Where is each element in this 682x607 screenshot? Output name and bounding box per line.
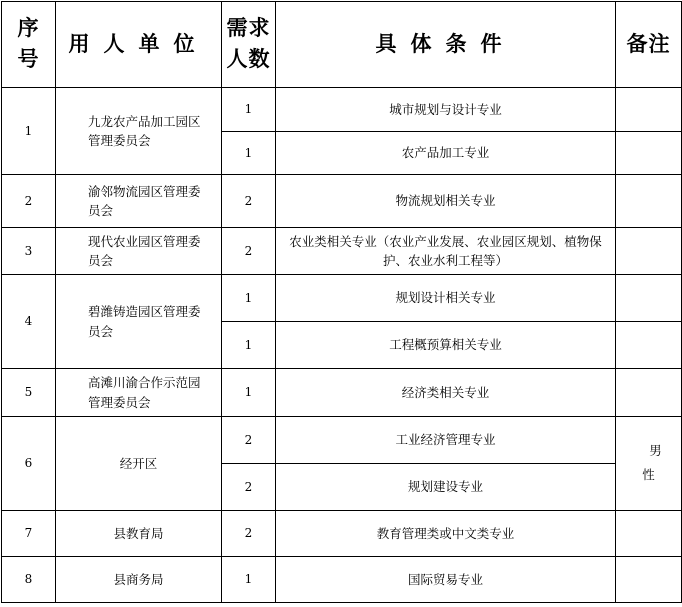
- table-row: [2, 417, 682, 464]
- remark-line: 男: [649, 443, 662, 458]
- condition-cell: 物流规划相关专业: [276, 175, 616, 228]
- unit-cell: 九龙农产品加工园区管理委员会: [56, 88, 222, 175]
- remark-cell: [616, 175, 682, 228]
- table-row: [2, 275, 682, 322]
- count-cell: 2: [222, 175, 276, 228]
- unit-cell: 现代农业园区管理委员会: [56, 228, 222, 275]
- condition-cell: 规划设计相关专业: [276, 275, 616, 322]
- seq-cell: 7: [2, 511, 56, 557]
- header-seq: 序 号: [2, 2, 56, 88]
- table-row: [2, 557, 682, 603]
- count-cell: 1: [222, 88, 276, 132]
- condition-cell: 国际贸易专业: [276, 557, 616, 603]
- remark-cell: [616, 228, 682, 275]
- condition-cell: 规划建设专业: [276, 464, 616, 511]
- unit-cell: 渝邻物流园区管理委员会: [56, 175, 222, 228]
- condition-cell: 工程概预算相关专业: [276, 322, 616, 369]
- remark-line: 性: [642, 466, 655, 482]
- table-row: [2, 369, 682, 417]
- seq-cell: 5: [2, 369, 56, 417]
- condition-cell: 农产品加工专业: [276, 132, 616, 175]
- seq-cell: 6: [2, 417, 56, 511]
- unit-cell: 高滩川渝合作示范园管理委员会: [56, 369, 222, 417]
- remark-cell: [616, 275, 682, 322]
- table-row: [2, 511, 682, 557]
- seq-cell: 2: [2, 175, 56, 228]
- unit-cell: 县商务局: [56, 557, 222, 603]
- header-conditions: 具体条件: [276, 2, 616, 88]
- table-row: [2, 228, 682, 275]
- seq-cell: 1: [2, 88, 56, 175]
- count-cell: 1: [222, 132, 276, 175]
- header-unit: 用人单位: [56, 2, 222, 88]
- remark-cell: [616, 88, 682, 132]
- recruitment-table: [1, 1, 682, 603]
- count-cell: 2: [222, 464, 276, 511]
- count-cell: 2: [222, 511, 276, 557]
- seq-cell: 4: [2, 275, 56, 369]
- unit-cell: 县教育局: [56, 511, 222, 557]
- condition-cell: 城市规划与设计专业: [276, 88, 616, 132]
- table-row: [2, 175, 682, 228]
- count-cell: 1: [222, 557, 276, 603]
- condition-cell: 教育管理类或中文类专业: [276, 511, 616, 557]
- count-cell: 2: [222, 417, 276, 464]
- remark-cell: [616, 322, 682, 369]
- count-cell: 2: [222, 228, 276, 275]
- count-cell: 1: [222, 322, 276, 369]
- remark-cell: [616, 557, 682, 603]
- unit-cell: 经开区: [56, 417, 222, 511]
- condition-cell: 农业类相关专业（农业产业发展、农业园区规划、植物保护、农业水利工程等）: [276, 228, 616, 275]
- header-remarks: 备注: [616, 2, 682, 88]
- remark-cell-gender: [616, 417, 682, 511]
- condition-cell: 经济类相关专业: [276, 369, 616, 417]
- count-cell: 1: [222, 369, 276, 417]
- header-count: 需求 人数: [222, 2, 276, 88]
- seq-cell: 8: [2, 557, 56, 603]
- remark-cell: [616, 511, 682, 557]
- seq-cell: 3: [2, 228, 56, 275]
- table-row: [2, 88, 682, 132]
- condition-cell: 工业经济管理专业: [276, 417, 616, 464]
- unit-cell: 碧潍铸造园区管理委员会: [56, 275, 222, 369]
- count-cell: 1: [222, 275, 276, 322]
- remark-cell: [616, 132, 682, 175]
- remark-cell: [616, 369, 682, 417]
- header-row: [2, 2, 682, 88]
